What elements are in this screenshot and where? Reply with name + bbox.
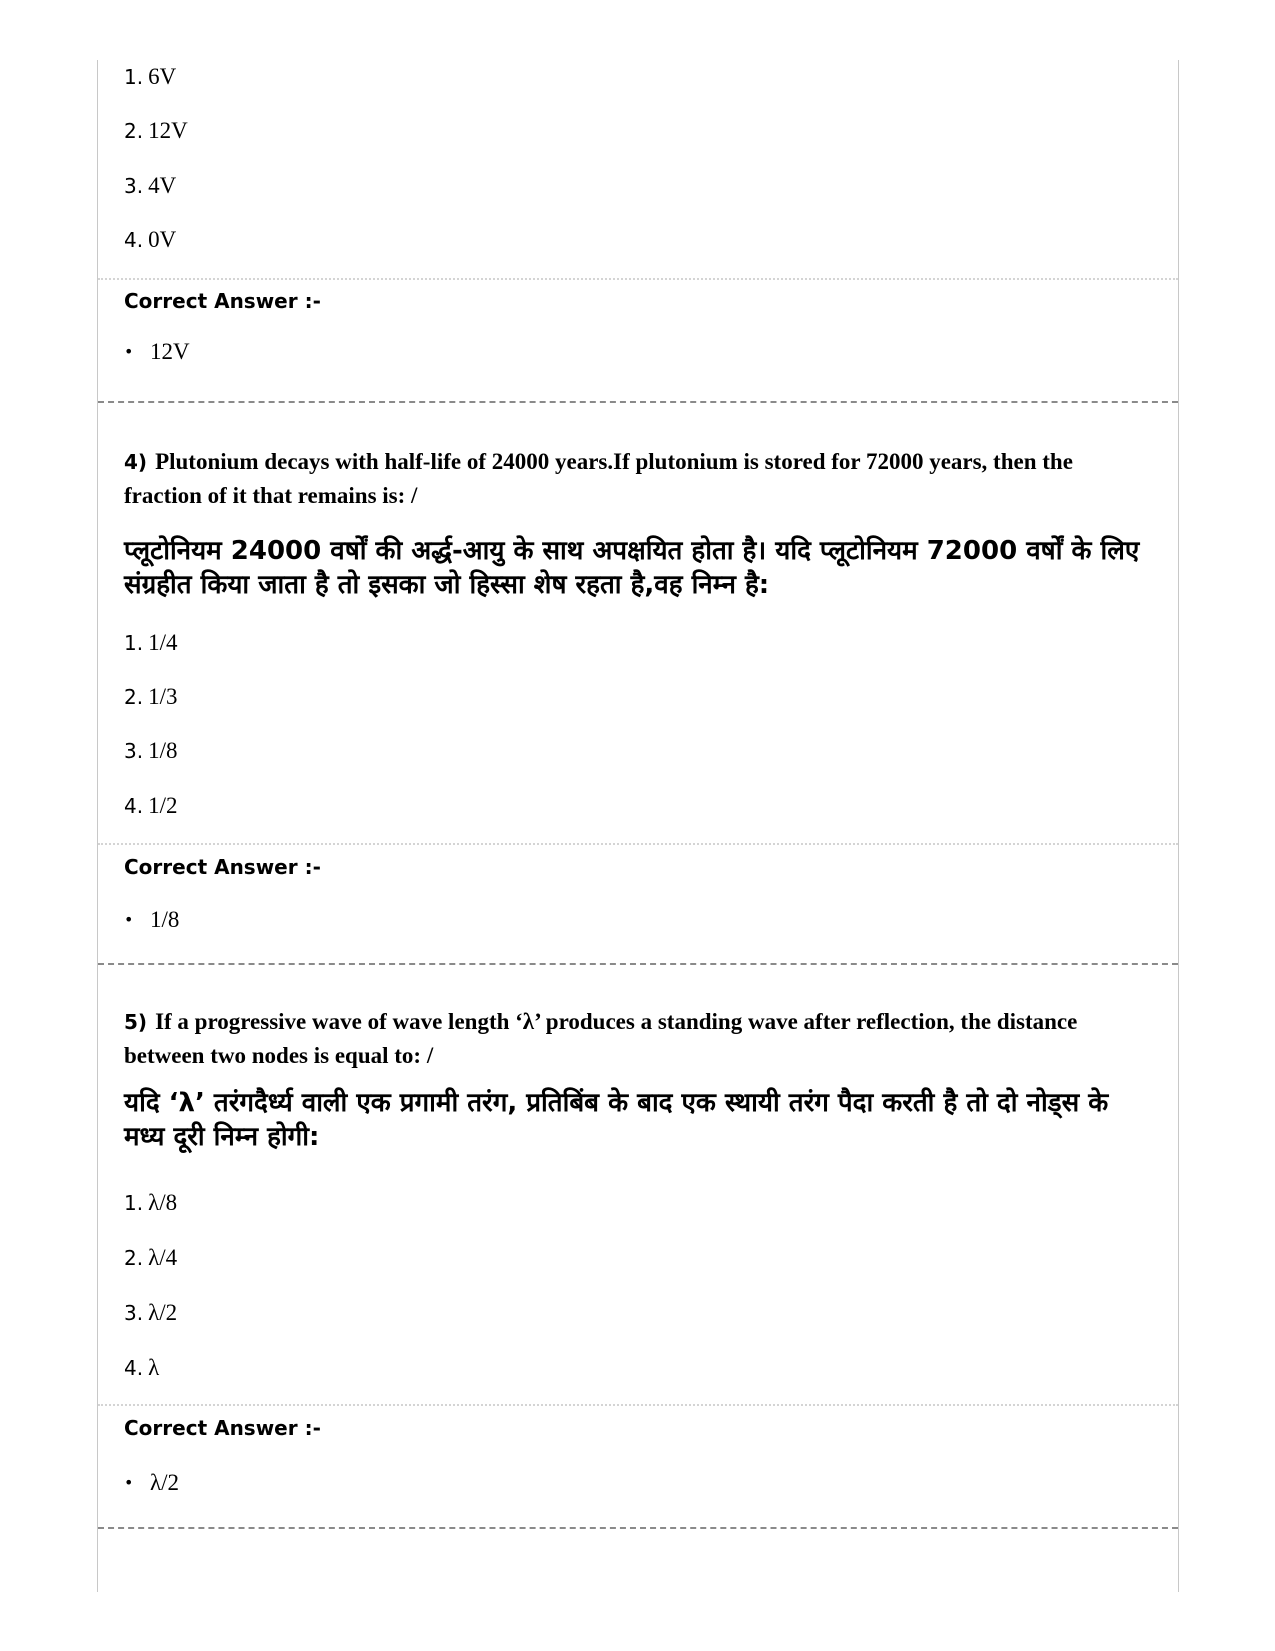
options-divider: [98, 1404, 1178, 1406]
q3-correct-answer: [124, 339, 190, 367]
question-text: Plutonium decays with half-life of 24000 years.If plutonium is stored for 72000 years, then the fraction of it that remains is: /: [124, 449, 1073, 508]
option-value: λ: [148, 1355, 160, 1380]
question-number: 4): [124, 450, 148, 474]
correct-answer-label: Correct Answer :-: [124, 855, 321, 879]
option-value: λ/8: [148, 1190, 178, 1215]
q5-correct-answer: [124, 1470, 179, 1498]
q5-option-2: [124, 1245, 177, 1271]
q5-option-3: [124, 1300, 177, 1326]
q5-text-english: [124, 1005, 1134, 1073]
q5-option-4: [124, 1355, 159, 1381]
question-divider: [98, 401, 1178, 403]
q4-option-3: [124, 738, 177, 764]
option-number: 3.: [124, 1301, 144, 1325]
q4-option-1: [124, 630, 177, 656]
q3-option-3: [124, 173, 176, 199]
q5-text-hindi: यदि ‘λ’ तरंगदैर्ध्य वाली एक प्रगामी तरंग, प्रतिबिंब के बाद एक स्थायी तरंग पैदा करती है तो दो नोड्स के मध्य दूरी निम्न होगी:: [124, 1088, 1109, 1152]
option-number: 1.: [124, 65, 144, 89]
question-paper-frame: [97, 60, 1179, 1592]
option-number: 4.: [124, 1356, 144, 1380]
option-number: 2.: [124, 119, 144, 143]
option-number: 4.: [124, 228, 144, 252]
option-number: 2.: [124, 1246, 144, 1270]
option-value: λ/2: [148, 1300, 178, 1325]
q3-option-1: [124, 64, 176, 90]
q5-option-1: [124, 1190, 177, 1216]
correct-answer-value: λ/2: [150, 1470, 180, 1495]
options-divider: [98, 843, 1178, 845]
question-divider: [98, 963, 1178, 965]
correct-answer-value: 1/8: [150, 907, 180, 932]
option-number: 3.: [124, 174, 144, 198]
q3-option-2: [124, 118, 188, 144]
q4-text-english: [124, 445, 1134, 513]
option-number: 4.: [124, 794, 144, 818]
option-number: 1.: [124, 1191, 144, 1215]
question-number: 5): [124, 1010, 148, 1034]
option-value: 6V: [148, 64, 177, 89]
option-number: 3.: [124, 739, 144, 763]
bullet-icon: •: [124, 910, 134, 929]
option-number: 2.: [124, 685, 144, 709]
option-value: 1/8: [148, 738, 178, 763]
option-value: 0V: [148, 227, 177, 252]
correct-answer-label: Correct Answer :-: [124, 289, 321, 313]
correct-answer-value: 12V: [150, 339, 190, 364]
bullet-icon: •: [124, 342, 134, 361]
bullet-icon: •: [124, 1473, 134, 1492]
q4-option-4: [124, 793, 177, 819]
q4-correct-answer: [124, 907, 179, 935]
q4-option-2: [124, 684, 177, 710]
option-value: 1/2: [148, 793, 178, 818]
question-text: If a progressive wave of wave length ‘λ’ produces a standing wave after reflection, the distance between two nodes is equal to: /: [124, 1009, 1078, 1068]
options-divider: [98, 278, 1178, 280]
q3-option-4: [124, 227, 176, 253]
option-number: 1.: [124, 631, 144, 655]
option-value: 12V: [148, 118, 188, 143]
q4-text-hindi: प्लूटोनियम 24000 वर्षों की अर्द्ध-आयु के साथ अपक्षयित होता है। यदि प्लूटोनियम 72000 वर्षों के लिए संग्रहीत किया जाता है तो इसका जो हिस्सा शेष रहता है,वह निम्न है:: [124, 536, 1140, 600]
option-value: λ/4: [148, 1245, 178, 1270]
option-value: 1/3: [148, 684, 178, 709]
correct-answer-label: Correct Answer :-: [124, 1416, 321, 1440]
question-divider: [98, 1527, 1178, 1529]
option-value: 1/4: [148, 630, 178, 655]
option-value: 4V: [148, 173, 177, 198]
